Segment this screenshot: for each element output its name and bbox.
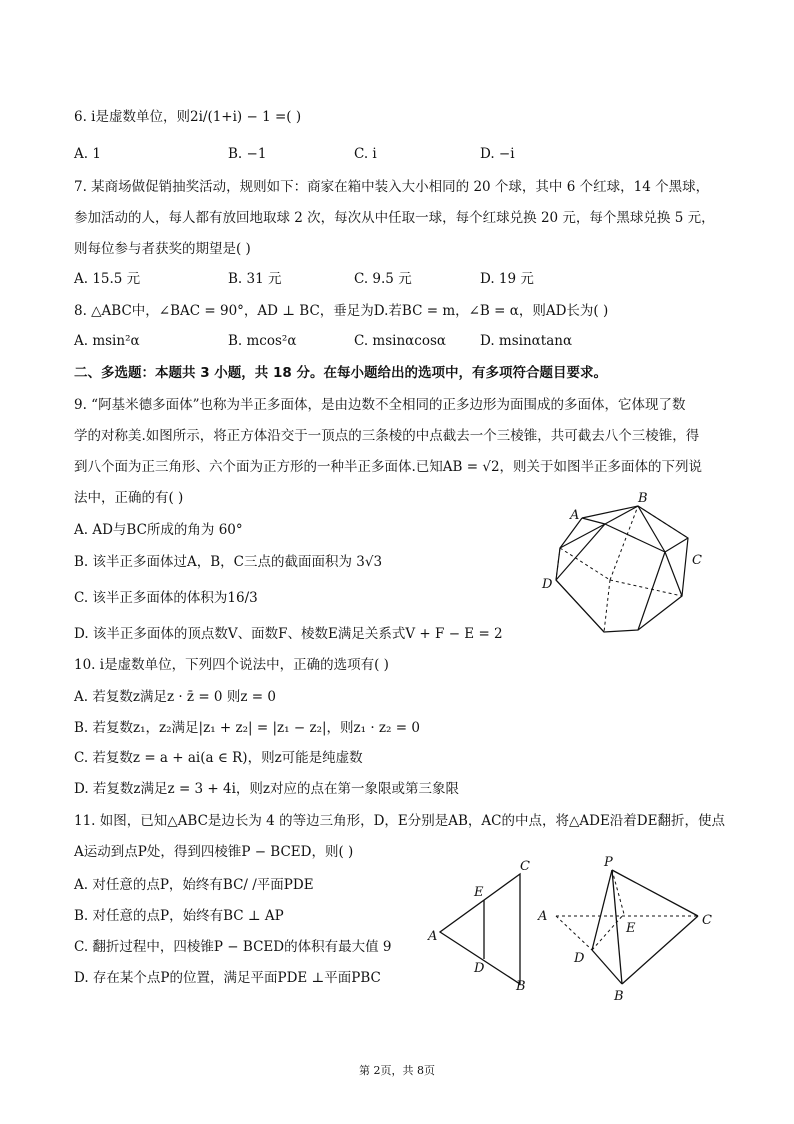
q6-option-b: B. −1 xyxy=(228,146,267,162)
q8-option-b: B. mcos²α xyxy=(228,333,297,349)
q11-option-a: A. 对任意的点P，始终有BC/ /平面PDE xyxy=(74,877,314,893)
label-c: C xyxy=(702,913,712,928)
label-d: D xyxy=(574,951,585,966)
q7-line-1: 7. 某商场做促销抽奖活动，规则如下：商家在箱中装入大小相同的 20 个球，其中 6 个红球，14 个黑球， xyxy=(74,179,710,195)
cuboctahedron-figure xyxy=(530,492,720,642)
q7-line-3: 则每位参与者获奖的期望是( ) xyxy=(74,241,251,257)
label-b: B xyxy=(638,492,648,506)
label-b: B xyxy=(614,989,624,1004)
q11-line-1: 11. 如图，已知△ABC是边长为 4 的等边三角形，D，E分别是AB，AC的中点，将△ADE沿着DE翻折，使点 xyxy=(74,813,725,829)
q10-stem: 10. i是虚数单位，下列四个说法中，正确的选项有( ) xyxy=(74,657,389,673)
label-e: E xyxy=(474,885,484,900)
section-heading: 二、多选题：本题共 3 小题，共 18 分。在每小题给出的选项中，有多项符合题目要求。 xyxy=(74,365,607,381)
q8-option-a: A. msin²α xyxy=(74,333,140,349)
label-p: P xyxy=(604,855,613,870)
q9-option-b: B. 该半正多面体过A，B，C三点的截面面积为 3√3 xyxy=(74,554,383,570)
label-d: D xyxy=(542,577,553,592)
q7-line-2: 参加活动的人，每人都有放回地取球 2 次，每次从中任取一球，每个红球兑换 20 元，每个黑球兑换 5 元， xyxy=(74,210,715,226)
q7-option-c: C. 9.5 元 xyxy=(354,271,412,287)
label-a: A xyxy=(538,909,548,924)
q10-option-b: B. 若复数z₁，z₂满足|z₁ + z₂| = |z₁ − z₂|，则z₁ · z₂ = 0 xyxy=(74,720,420,736)
q8-option-c: C. msinαcosα xyxy=(354,333,447,349)
label-c: C xyxy=(692,553,702,568)
q10-option-a: A. 若复数z满足z · z̄ = 0 则z = 0 xyxy=(74,689,276,705)
q10-option-d: D. 若复数z满足z = 3 + 4i，则z对应的点在第一象限或第三象限 xyxy=(74,781,460,797)
triangle-figure xyxy=(424,856,544,996)
q9-line-1: 9. “阿基米德多面体”也称为半正多面体，是由边数不全相同的正多边形为面围成的多面体，它体现了数 xyxy=(74,397,686,413)
q9-option-d: D. 该半正多面体的顶点数V、面数F、棱数E满足关系式V + F − E = 2 xyxy=(74,626,503,642)
q8-option-d: D. msinαtanα xyxy=(480,333,573,349)
q9-line-3: 到八个面为正三角形、六个面为正方形的一种半正多面体.已知AB = √2，则关于如图半正多面体的下列说 xyxy=(74,459,703,475)
q6-option-c: C. i xyxy=(354,146,377,162)
q8-stem: 8. △ABC中，∠BAC = 90°，AD ⊥ BC，垂足为D.若BC = m，∠B = α，则AD长为( ) xyxy=(74,303,609,319)
label-a: A xyxy=(570,508,580,523)
pyramid-figure xyxy=(534,852,724,1004)
q11-option-d: D. 存在某个点P的位置，满足平面PDE ⊥平面PBC xyxy=(74,970,381,986)
q9-line-2: 学的对称美.如图所示，将正方体沿交于一顶点的三条棱的中点截去一个三棱锥，共可截去八个三棱锥，得 xyxy=(74,428,700,444)
q9-option-a: A. AD与BC所成的角为 60° xyxy=(74,522,243,538)
outline-edges xyxy=(556,506,688,632)
q11-line-2: A运动到点P处，得到四棱锥P − BCED，则( ) xyxy=(74,844,354,860)
page-footer: 第 2页，共 8页 xyxy=(359,1064,435,1077)
q6-stem: 6. i是虚数单位，则2i/(1+i) − 1 =( ) xyxy=(74,109,302,125)
label-d: D xyxy=(474,961,485,976)
q7-option-b: B. 31 元 xyxy=(228,271,282,287)
q9-line-4: 法中，正确的有( ) xyxy=(74,490,184,506)
label-b: B xyxy=(516,979,526,994)
q11-option-c: C. 翻折过程中，四棱锥P − BCED的体积有最大值 9 xyxy=(74,939,392,955)
label-e: E xyxy=(626,921,636,936)
q7-option-a: A. 15.5 元 xyxy=(74,271,141,287)
q7-option-d: D. 19 元 xyxy=(480,271,534,287)
q6-option-d: D. −i xyxy=(480,146,515,162)
label-c: C xyxy=(520,859,530,874)
q9-option-c: C. 该半正多面体的体积为16/3 xyxy=(74,590,258,606)
q6-option-a: A. 1 xyxy=(74,146,101,162)
label-a: A xyxy=(428,929,438,944)
q10-option-c: C. 若复数z = a + ai(a ∈ R)，则z可能是纯虚数 xyxy=(74,750,363,766)
q11-option-b: B. 对任意的点P，始终有BC ⊥ AP xyxy=(74,908,284,924)
